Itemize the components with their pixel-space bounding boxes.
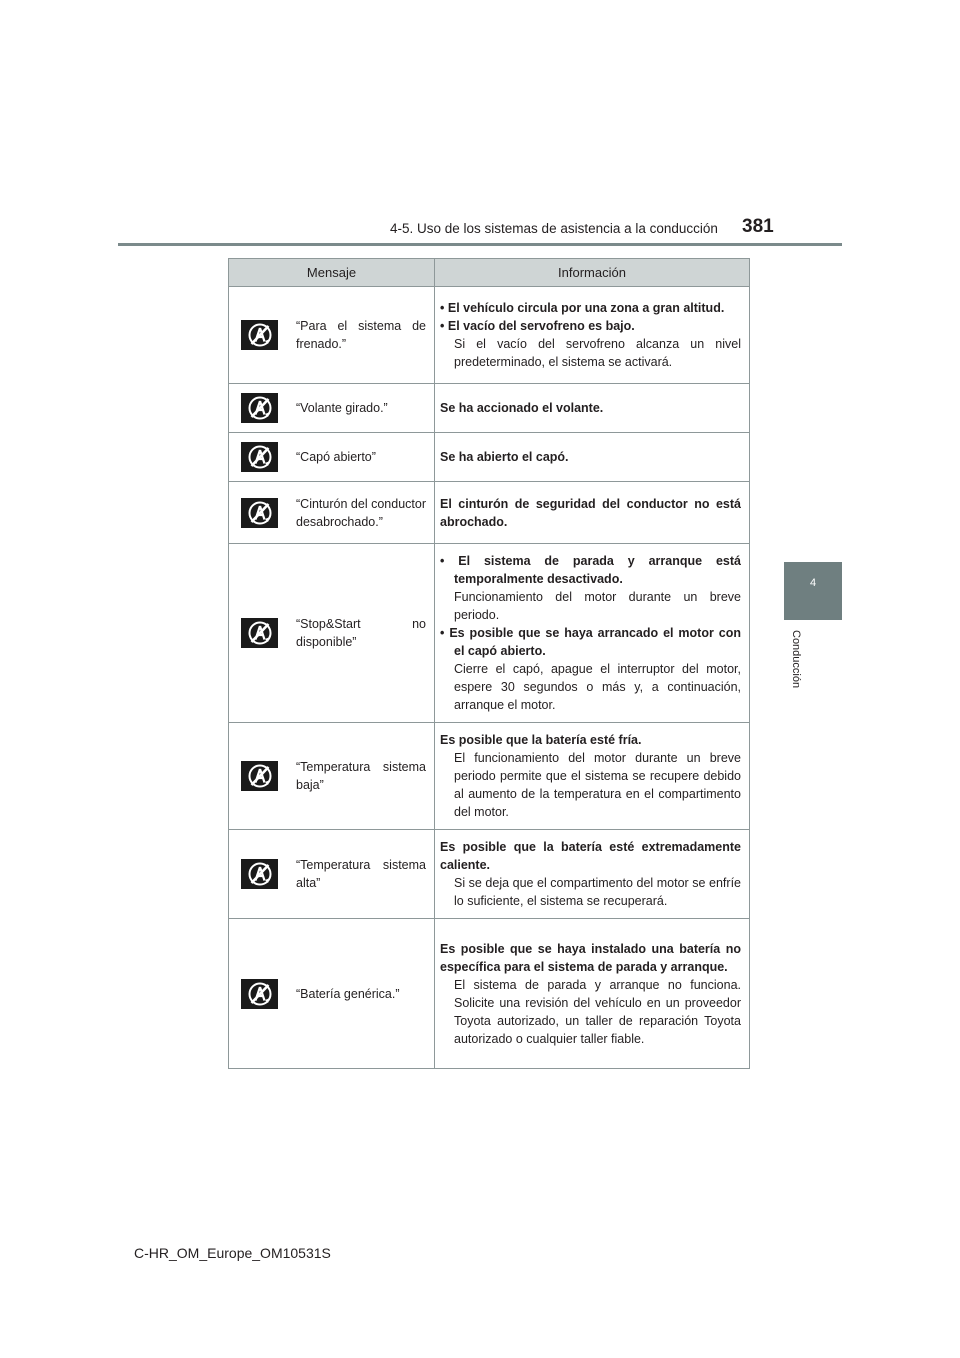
- message-wrap: [241, 495, 426, 531]
- information-cell: [435, 830, 750, 919]
- table-row: [229, 287, 750, 384]
- info-title: Es posible que la batería esté fría.: [440, 733, 642, 747]
- message-wrap: [241, 615, 426, 651]
- bullet-title-text: El sistema de parada y arranque está temporalmente desactivado.: [454, 554, 741, 586]
- message-cell: [229, 919, 435, 1069]
- message-table: [228, 258, 750, 1069]
- table-row: [229, 482, 750, 544]
- message-wrap: [241, 442, 426, 472]
- message-wrap: [241, 856, 426, 892]
- message-text: “Batería genérica.”: [296, 986, 400, 1001]
- information-cell: [435, 723, 750, 830]
- chapter-tab: [784, 562, 842, 620]
- page-number: 381: [742, 216, 774, 237]
- auto-stop-start-off-icon: [241, 761, 278, 791]
- header-message: Mensaje: [229, 259, 435, 287]
- message-wrap: [241, 317, 426, 353]
- information-cell: [435, 919, 750, 1069]
- table-body: [229, 287, 750, 1069]
- bullet-marker: •: [440, 626, 450, 640]
- info-detail: Si se deja que el compartimento del motor se enfríe lo suficiente, el sistema se recuperará.: [454, 876, 741, 908]
- document-id: C-HR_OM_Europe_OM10531S: [134, 1245, 331, 1261]
- message-cell: [229, 830, 435, 919]
- bullet-title: [440, 317, 741, 335]
- auto-stop-start-off-icon: [241, 618, 278, 648]
- table-row: [229, 544, 750, 723]
- info-title: El cinturón de seguridad del conductor no está abrochado.: [440, 496, 741, 529]
- information-cell: [435, 544, 750, 723]
- info-title: Se ha abierto el capó.: [440, 450, 569, 464]
- message-text: “Para el sistema de frenado.”: [296, 319, 426, 351]
- bullet-marker: •: [440, 554, 459, 568]
- bullet-title: [440, 299, 741, 317]
- table-row: [229, 384, 750, 433]
- table-row: [229, 723, 750, 830]
- auto-stop-start-off-icon: [241, 979, 278, 1009]
- bullet-detail: Funcionamiento del motor durante un breve periodo.: [454, 590, 741, 622]
- bullet-detail: Si el vacío del servofreno alcanza un nivel predeterminado, el sistema se activará.: [454, 337, 741, 369]
- bullet-detail: Cierre el capó, apague el interruptor del motor, espere 30 segundos o más y, a continuación, arranque el motor.: [454, 662, 741, 712]
- bullet-title-text: El vehículo circula por una zona a gran altitud.: [447, 301, 725, 315]
- message-wrap: [241, 393, 426, 423]
- message-text: “Cinturón del conductor desabrochado.”: [296, 496, 426, 529]
- message-wrap: [241, 979, 426, 1009]
- header-rule: [118, 243, 842, 246]
- info-title: Es posible que la batería esté extremadamente caliente.: [440, 840, 741, 872]
- message-text: “Capó abierto”: [296, 450, 376, 464]
- message-text: “Volante girado.”: [296, 401, 388, 415]
- message-text: “Temperatura sistema baja”: [296, 760, 426, 792]
- message-cell: [229, 384, 435, 433]
- info-title: Se ha accionado el volante.: [440, 401, 604, 415]
- table-row: [229, 433, 750, 482]
- information-cell: [435, 482, 750, 544]
- table-row: [229, 830, 750, 919]
- information-cell: [435, 384, 750, 433]
- header-section-title: 4-5. Uso de los sistemas de asistencia a la conducción: [390, 221, 718, 236]
- information-cell: [435, 433, 750, 482]
- message-cell: [229, 723, 435, 830]
- bullet-marker: •: [440, 301, 448, 315]
- table-header-row: [229, 259, 750, 287]
- auto-stop-start-off-icon: [241, 320, 278, 350]
- table-row: [229, 919, 750, 1069]
- bullet-marker: •: [440, 319, 448, 333]
- info-detail: El funcionamiento del motor durante un breve periodo permite que el sistema se recupere debido al aumento de la temperatura en el compartimento del motor.: [454, 751, 741, 819]
- message-cell: [229, 287, 435, 384]
- message-wrap: [241, 758, 426, 794]
- header-information: Información: [435, 259, 750, 287]
- bullet-title: [440, 624, 741, 660]
- chapter-number: 4: [809, 577, 817, 589]
- info-detail: El sistema de parada y arranque no funciona. Solicite una revisión del vehículo en un proveedor Toyota autorizado, un taller de reparación Toyota autorizado o cualquier taller fiable.: [454, 977, 741, 1046]
- information-cell: [435, 287, 750, 384]
- bullet-title-text: Es posible que se haya arrancado el motor con el capó abierto.: [449, 626, 742, 658]
- bullet-title-text: El vacío del servofreno es bajo.: [447, 319, 635, 333]
- bullet-title: [440, 552, 741, 588]
- message-text: “Stop&Start no disponible”: [296, 617, 426, 649]
- auto-stop-start-off-icon: [241, 393, 278, 423]
- message-cell: [229, 433, 435, 482]
- info-title: Es posible que se haya instalado una batería no específica para el sistema de parada y arranque.: [440, 941, 741, 974]
- message-text: “Temperatura sistema alta”: [296, 858, 426, 890]
- auto-stop-start-off-icon: [241, 859, 278, 889]
- auto-stop-start-off-icon: [241, 498, 278, 528]
- message-cell: [229, 482, 435, 544]
- chapter-label: [788, 630, 808, 700]
- auto-stop-start-off-icon: [241, 442, 278, 472]
- chapter-label-text: Conducción: [790, 630, 802, 689]
- message-cell: [229, 544, 435, 723]
